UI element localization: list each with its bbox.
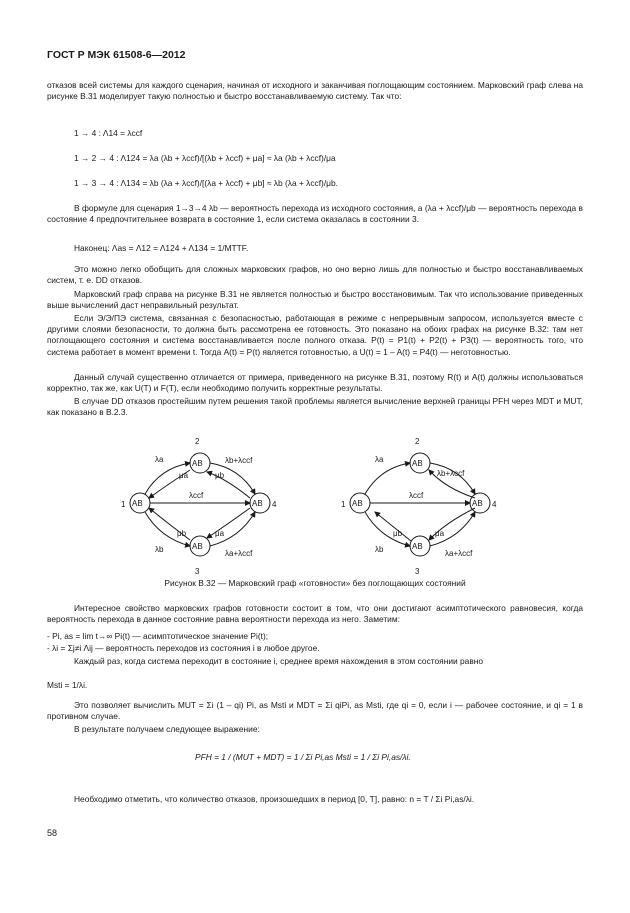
lambda-a-label: λa [155,455,164,464]
list-item-2: - λi = Σj≠i Λij — вероятность переходов из состояния i в любое другое. [47,643,320,653]
mu-b-label-r: μb [393,529,403,538]
node-1-text: AB [132,499,143,508]
paragraph-5: Если Э/Э/ПЭ система, связанная с безопасностью, работающая в режиме с непрерывным запросом, используется вместе с другими слоями безопасности, то должна быть рассмотрена ее готовность. Это показано на обоих графах на рисунке В.32: там нет поглощающего состояния и система восстанавливается после полного отказа. P(t) = P1(t) + P2(t) + P3(t) — вероятность того, что система работает в момент времени t. Тогда A(t) = P(t) является готовностью, а U(t) = 1 – A(t) = P4(t) — неготовностью. [47,313,583,357]
equation-1: 1 → 4 : Λ14 = λccf [74,128,143,138]
mu-b-label-2: μb [177,529,187,538]
state-4-label: 4 [272,500,277,509]
mu-a-label-2: μa [215,529,225,538]
lambda-ccf-label-r: λccf [409,491,424,500]
lambda-ccf-label: λccf [189,491,204,500]
page-number: 58 [47,828,58,838]
node-2-text: AB [192,459,203,468]
paragraph-9: Каждый раз, когда система переходит в состояние i, среднее время нахождения в этом состоянии равно [74,656,484,666]
paragraph-3: Это можно легко обобщить для сложных марковских графов, но оно верно лишь для полностью и быстро восстанавливаемых систем, т. е. DD отказов. [47,264,583,286]
paragraph-7: В случае DD отказов простейшим путем решения такой проблемы является вычисление верхней границы PFH через MDT и MUT, как показано в В.2.3. [47,396,583,418]
equation-4: Наконец: Λas = Λ12 = Λ124 + Λ134 = 1/MTTF. [74,243,249,253]
lambda-b-label-r: λb [375,545,384,554]
paragraph-10: Это позволяет вычислить MUT = Σi (1 – qi) Pi, as Msti и MDT = Σi qiPi, as Msti, где qi = 0, если i — рабочее состояние, и qi = 1 в противном случае. [47,700,583,722]
paragraph-4: Марковский граф справа на рисунке В.31 не является полностью и быстро восстановимым. Так что использование приведенных выше вычислений даст неправильный результат. [47,289,583,311]
node-4-text-r: AB [472,499,483,508]
figure-caption: Рисунок В.32 — Марковский граф «готовности» без поглощающих состояний [164,578,466,588]
paragraph-12: Необходимо отметить, что количество отказов, произошедших в период [0, T], равно: n = T / Σi Pi,as/λi. [74,794,475,804]
pfh-equation: PFH = 1 / (MUT + MDT) = 1 / Σi Pi,as Msti = 1 / Σi Pi,as/λi. [195,752,411,762]
lambda-b-label: λb [155,545,164,554]
paragraph-11: В результате получаем следующее выражение: [74,724,260,734]
state-2-label-r: 2 [415,437,420,446]
lambda-a-ccf-label: λa+λccf [225,549,253,558]
left-graph [130,453,270,556]
paragraph-2: В формуле для сценария 1→3→4 λb — вероятность перехода из исходного состояния, а (λa + λccf)/μb — вероятность перехода в состояние 4 предпочтительнее возврата в состояние 1, если система оказалась в состоянии 3. [47,203,583,225]
state-3-label-r: 3 [415,567,420,576]
mu-a-label-r: μa [435,529,445,538]
node-3-text: AB [192,542,203,551]
equation-2: 1 → 2 → 4 : Λ124 = λa (λb + λccf)/[(λb + λccf) + μa] ≈ λa (λb + λccf)/μa [74,153,336,163]
node-3-text-r: AB [412,542,423,551]
state-2-label: 2 [195,437,200,446]
state-1-label: 1 [121,500,126,509]
node-2-text-r: AB [412,459,423,468]
node-4-text: AB [252,499,263,508]
mu-a-label: μa [179,471,189,480]
lambda-b-ccf-label: λb+λccf [225,456,253,465]
paragraph-1: отказов всей системы для каждого сценария, начиная от исходного и заканчивая поглощающим состоянием. Марковский граф слева на рисунке В.31 моделирует такую полностью и быстро восстанавливаемую систему. Так что: [47,80,583,102]
mst-equation: Msti = 1/λi. [47,680,88,690]
lambda-a-ccf-label-r: λa+λccf [445,549,473,558]
node-1-text-r: AB [352,499,363,508]
lambda-a-label-r: λa [375,455,384,464]
equation-3: 1 → 3 → 4 : Λ134 = λb (λa + λccf)/[(λa + λccf) + μb] ≈ λb (λa + λccf)/μb. [74,178,338,188]
markov-figure [115,428,535,578]
state-1-label-r: 1 [341,500,346,509]
right-graph [350,453,490,556]
state-4-label-r: 4 [492,500,497,509]
state-3-label: 3 [195,567,200,576]
list-item-1: - Pi, as = lim t→∞ Pi(t) — асимптотическое значение Pi(t); [47,631,269,641]
page-header: ГОСТ Р МЭК 61508-6—2012 [47,49,186,61]
paragraph-8: Интересное свойство марковских графов готовности состоит в том, что они достигают асимптотического равновесия, когда вероятность перехода в данное состояние равна вероятности перехода из него. Заметим: [47,603,583,625]
mu-b-label: μb [215,471,225,480]
paragraph-6: Данный случай существенно отличается от примера, приведенного на рисунке В.31, поэтому R(t) и A(t) должны использоваться корректно, так же, как U(T) и F(T), если необходимо получить корректные результаты. [47,372,583,394]
lambda-b-ccf-label-r: λb+λccf [437,469,465,478]
